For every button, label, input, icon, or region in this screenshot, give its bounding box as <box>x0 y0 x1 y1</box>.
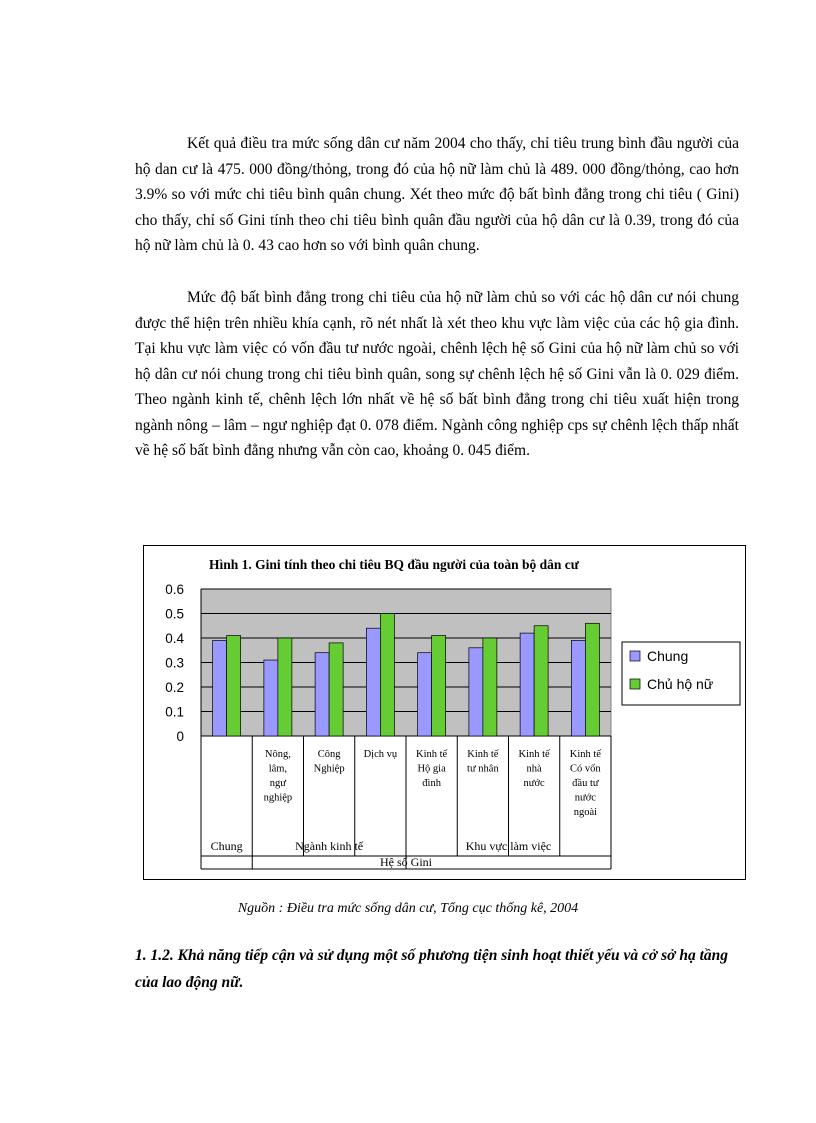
category-table <box>201 736 611 869</box>
bar-chu-ho-nu-3 <box>380 614 394 737</box>
category-label <box>519 749 551 789</box>
category-label-line: lâm, <box>268 763 288 775</box>
paragraph-1-text: Kết quả điều tra mức sống dân cư năm 2004 cho thấy, chỉ tiêu trung bình đầu người của hộ dan cư là 475. 000 đồng/thỏng, trong đó của hộ nữ làm chủ là 489. 000 đồng/thỏng, cao hơn 3.9% so với mức chi tiêu bình quân chung. Xét theo mức độ bất bình đẳng trong chi tiêu ( Gini) cho thấy, chỉ số Gini tính theo chi tiêu bình quân đầu người của hộ dân cư là 0.39, trong đó của hộ nữ làm chủ là 0. 43 cao hơn so với bình quân chung. <box>135 135 739 254</box>
chart-title: Hình 1. Gini tính theo chi tiêu BQ đầu người của toàn bộ dân cư <box>209 557 579 572</box>
y-axis-ticks <box>165 582 184 744</box>
paragraph-2 <box>135 285 739 464</box>
bar-chung-4 <box>418 653 432 736</box>
category-label <box>467 749 499 775</box>
category-label-line: Kinh tế <box>416 749 448 760</box>
bar-chung-7 <box>571 640 585 736</box>
group-label-khu-vuc-lam-viec: Khu vực làm việc <box>465 839 552 853</box>
category-label-line: Nông, <box>264 749 291 760</box>
bar-chu-ho-nu-4 <box>432 636 446 736</box>
y-tick-label: 0.5 <box>165 606 184 622</box>
bar-chung-5 <box>469 648 483 736</box>
bar-chung-3 <box>366 628 380 736</box>
y-tick-label: 0.2 <box>165 680 184 695</box>
bar-chu-ho-nu-7 <box>585 623 599 736</box>
paragraph-1 <box>135 131 739 259</box>
x-axis-title: Hệ số Gini <box>380 855 432 869</box>
category-label-line: tư nhân <box>467 763 499 775</box>
category-label-line: Kinh tế <box>569 749 601 760</box>
bar-chu-ho-nu-2 <box>329 643 343 736</box>
y-tick-label: 0.1 <box>165 704 184 720</box>
bar-chu-ho-nu-6 <box>534 626 548 736</box>
category-label-line: Dịch vụ <box>363 749 398 760</box>
legend <box>622 642 740 705</box>
category-label-line: Công <box>317 749 341 760</box>
y-tick-label: 0.6 <box>165 582 184 597</box>
category-label-line: Nghiệp <box>313 763 345 775</box>
category-label-line: đầu tư <box>572 778 599 789</box>
bar-chung-6 <box>520 633 534 736</box>
category-label <box>416 749 448 789</box>
legend-swatch <box>630 679 640 689</box>
category-label-line: ngư <box>269 778 286 789</box>
category-label-line: nhà <box>526 763 542 775</box>
category-label <box>314 749 345 775</box>
bar-chu-ho-nu-5 <box>483 638 497 736</box>
bar-chu-ho-nu-1 <box>278 638 292 736</box>
legend-label: Chủ hộ nữ <box>647 676 714 692</box>
category-label-line: nước <box>523 778 545 789</box>
section-heading: 1. 1.2. Khả năng tiếp cận và sử dụng một số phương tiện sinh hoạt thiết yếu và cở sở hạ tầng của lao động nữ. <box>135 947 729 991</box>
legend-swatch <box>630 651 640 661</box>
category-label-line: Có vốn <box>570 763 601 775</box>
category-label <box>364 749 398 760</box>
group-label-chung: Chung <box>210 839 243 853</box>
chart-canvas <box>144 546 747 881</box>
y-tick-label: 0.4 <box>165 631 184 646</box>
y-tick-label: 0 <box>176 729 184 744</box>
legend-label: Chung <box>647 648 689 664</box>
bar-chu-ho-nu-0 <box>227 636 241 736</box>
category-label-line: Kinh tế <box>467 749 499 760</box>
bar-chung-1 <box>264 660 278 736</box>
bar-chung-2 <box>315 653 329 736</box>
category-label-line: ngoài <box>573 807 598 818</box>
category-label-line: Hộ gia <box>417 763 446 775</box>
group-label-nganh-kinh-te: Ngành kinh tế <box>295 839 364 853</box>
category-label-line: nước <box>574 792 596 804</box>
category-label <box>570 749 602 818</box>
gini-chart <box>143 545 746 880</box>
y-tick-label: 0.3 <box>165 655 184 671</box>
category-label-line: Kinh tế <box>518 749 550 760</box>
category-label-line: nghiệp <box>263 792 293 804</box>
paragraph-2-text: Mức độ bất bình đẳng trong chi tiêu của hộ nữ làm chủ so với các hộ dân cư nói chung được thể hiện trên nhiều khía cạnh, rõ nét nhất là xét theo khu vực làm việc của các hộ gia đình. Tại khu vực làm việc có vốn đầu tư nước ngoài, chênh lệch hệ số Gini của hộ nữ làm chủ so với hộ dân cư nói chung trong chi tiêu bình quân, song sự chênh lệch hệ số Gini vẫn là 0. 029 điểm. Theo ngành kinh tế, chênh lệch lớn nhất về hệ số bất bình đẳng trong chi tiêu xuất hiện trong ngành nông – lâm – ngư nghiệp đạt 0. 078 điểm. Ngành công nghiệp cps sự chênh lệch thấp nhất về hệ số bất bình đẳng nhưng vẫn còn cao, khoảng 0. 045 điểm. <box>135 289 739 459</box>
category-label-line: đình <box>422 778 441 789</box>
category-label <box>264 749 293 804</box>
source-note: Nguồn : Điều tra mức sống dân cư, Tổng cục thống kê, 2004 <box>237 901 579 916</box>
bar-chung-0 <box>213 640 227 736</box>
